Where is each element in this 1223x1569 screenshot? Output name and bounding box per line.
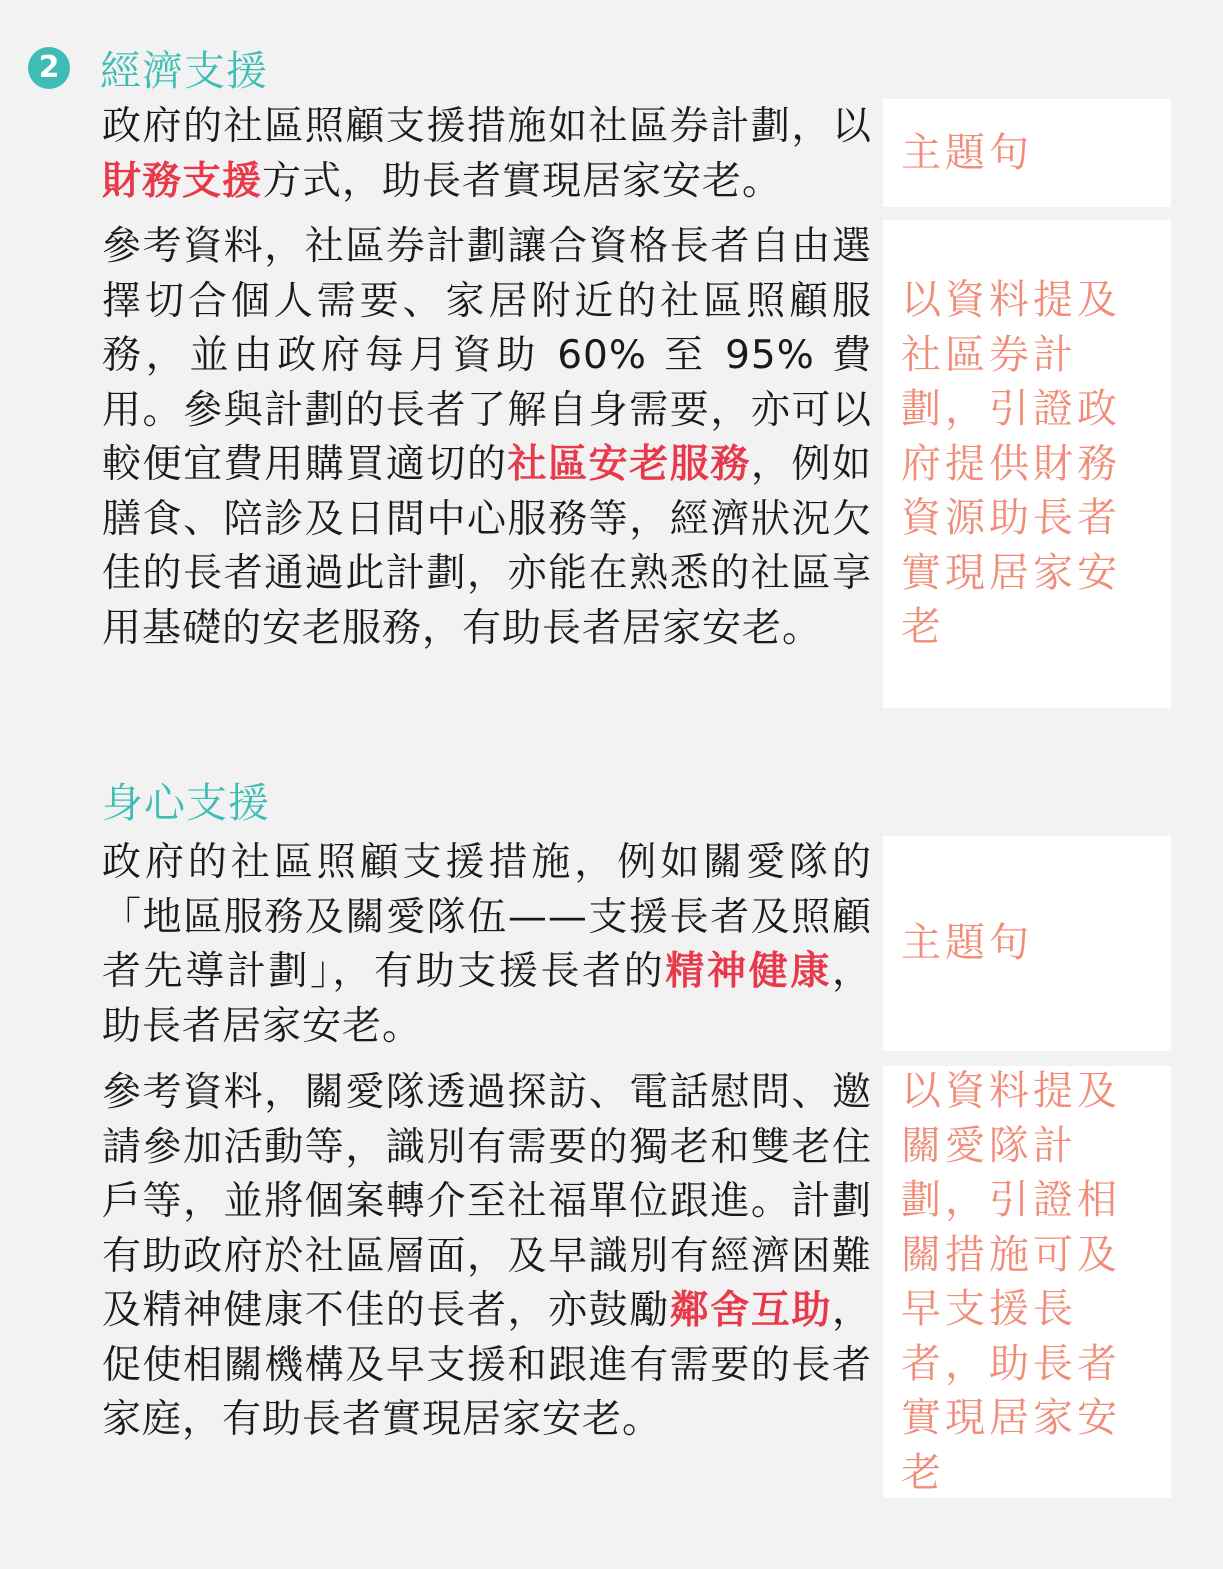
section-1-evidence-note	[883, 220, 1171, 708]
evidence-text-pre: 參考資料，關愛隊透過探訪、電話慰問、邀請參加活動等，識別有需要的獨老和雙老住戶等，並將個案轉介至社福單位跟進。計劃有助政府於社區層面，及早識別有經濟困難及精神健康不佳的長者，亦鼓勵	[102, 1070, 872, 1333]
note-explanation: 以資料提及關愛隊計劃，引證相關措施可及早支援長者，助長者實現居家安老	[901, 1068, 1121, 1496]
section-1-topic-paragraph	[102, 100, 872, 209]
topic-text-pre: 政府的社區照顧支援措施，例如關愛隊的「地區服務及關愛隊伍——支援長者及照顧者先導計劃」，有助支援長者的	[102, 840, 872, 994]
evidence-text-post: ，促使相關機構及早支援和跟進有需要的長者家庭，有助長者實現居家安老。	[102, 1288, 872, 1442]
section-1-heading	[28, 38, 268, 97]
evidence-keyword-highlight: 社區安老服務	[507, 442, 751, 487]
topic-text-post: 方式，助長者實現居家安老。	[262, 158, 783, 204]
note-label: 主題句	[901, 920, 1033, 967]
evidence-keyword-highlight: 鄰舍互助	[669, 1288, 832, 1333]
section-2-topic-paragraph	[102, 836, 872, 1054]
section-2-evidence-paragraph	[102, 1066, 872, 1448]
evidence-text-pre: 參考資料，社區券計劃讓合資格長者自由選擇切合個人需要、家居附近的社區照顧服務，並由政府每月資助 60% 至 95% 費用。參與計劃的長者了解自身需要，亦可以較便宜費用購買適切的	[102, 224, 872, 487]
section-2-topic-note	[883, 836, 1171, 1051]
section-1-topic-note	[883, 99, 1171, 207]
note-explanation: 以資料提及社區券計劃，引證政府提供財務資源助長者實現居家安老	[901, 277, 1121, 651]
evidence-text-post: ，例如膳食、陪診及日間中心服務等，經濟狀況欠佳的長者通過此計劃，亦能在熟悉的社區享用基礎的安老服務，有助長者居家安老。	[102, 442, 872, 651]
section-2-title: 身心支援	[102, 779, 270, 827]
section-1-title: 經濟支援	[100, 47, 268, 95]
section-2-heading	[102, 770, 270, 829]
section-number-badge: 2	[28, 47, 70, 89]
topic-text-pre: 政府的社區照顧支援措施如社區券計劃，以	[102, 104, 872, 149]
topic-text-post: ，助長者居家安老。	[102, 949, 872, 1049]
note-label: 主題句	[901, 129, 1033, 176]
section-1-evidence-paragraph	[102, 220, 872, 656]
section-2-evidence-note	[883, 1066, 1171, 1498]
topic-keyword-highlight: 精神健康	[665, 949, 832, 994]
topic-keyword-highlight: 財務支援	[102, 158, 263, 204]
